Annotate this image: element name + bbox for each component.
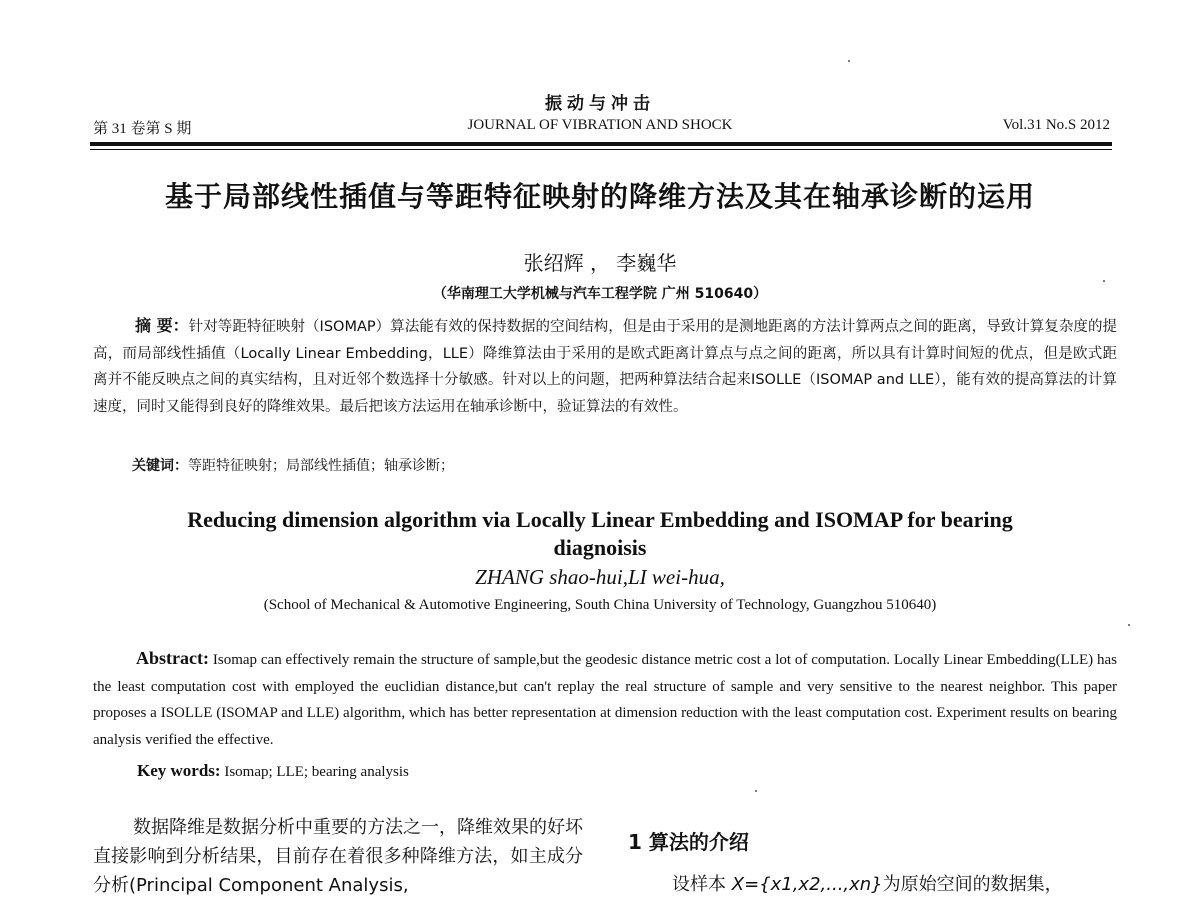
keywords-cn-text: 等距特征映射；局部线性插值；轴承诊断； (188, 458, 454, 474)
scan-speck (755, 790, 757, 792)
volume-issue-cn: 第 31 卷第 S 期 (93, 121, 192, 137)
header-rule-thin (90, 149, 1112, 150)
section-1-suffix: 为原始空间的数据集， (882, 874, 1063, 895)
paper-title-en: Reducing dimension algorithm via Locally Linear Embedding and ISOMAP for bearing diagnoisis (187, 507, 1013, 560)
volume-issue-en: Vol.31 No.S 2012 (1002, 117, 1110, 133)
affiliation-en: (School of Mechanical & Automotive Engineering, South China University of Technology, Guangzhou 510640) (263, 597, 937, 613)
abstract-cn (93, 313, 1117, 420)
body-intro-paragraph (93, 813, 583, 900)
keywords-en (137, 761, 409, 781)
keywords-cn (132, 455, 454, 475)
affiliation-cn: （华南理工大学机械与汽车工程学院 广州 510640） (432, 286, 768, 302)
abstract-en-label: Abstract: (136, 648, 209, 668)
journal-name-en: JOURNAL OF VIBRATION AND SHOCK (467, 117, 733, 133)
abstract-en (93, 645, 1117, 753)
section-1-prefix: 设样本 (672, 874, 726, 895)
header-rule-thick (90, 142, 1112, 146)
scan-speck (1103, 280, 1105, 282)
section-1-title: 算法的介绍 (648, 830, 749, 854)
keywords-en-text: Isomap; LLE; bearing analysis (224, 764, 409, 780)
section-1-number: 1 (628, 830, 642, 854)
scan-speck (848, 60, 850, 62)
abstract-cn-label: 摘 要： (135, 316, 189, 335)
section-1-formula: X={x1,x2,...,xn} (731, 874, 883, 895)
keywords-cn-label: 关键词： (132, 458, 188, 474)
abstract-en-text: Isomap can effectively remain the structure of sample,but the geodesic distance metric cost a lot of computation. Locally Linear Embedding(LLE) has the least computation cost with employed the euclidian distance,but can't replay the real structure of sample and very sensitive to the nearest neighbor. This paper proposes a ISOLLE (ISOMAP and LLE) algorithm, which has better representation at dimension reduction with the least computation cost. Experiment results on bearing analysis verified the effective. (93, 652, 1118, 748)
section-1-heading (628, 826, 749, 855)
authors-cn: 张绍辉 ， 李巍华 (523, 251, 677, 275)
scan-speck (1128, 624, 1130, 626)
authors-en: ZHANG shao-hui,LI wei-hua, (475, 565, 725, 589)
section-1-first-line (672, 870, 1063, 896)
body-intro-text: 数据降维是数据分析中重要的方法之一，降维效果的好坏直接影响到分析结果，目前存在着很多种降维方法，如主成分分析(Principal Component Analysis, (93, 817, 583, 896)
keywords-en-label: Key words: (137, 761, 221, 780)
journal-name-cn: 振动与冲击 (545, 94, 655, 114)
abstract-cn-text: 针对等距特征映射（ISOMAP）算法能有效的保持数据的空间结构，但是由于采用的是测地距离的方法计算两点之间的距离，导致计算复杂度的提高，而局部线性插值（Locally Linear Embedding，LLE）降维算法由于采用的是欧式距离计算点与点之间的距离，所以具有计算时间短的优点，但是欧式距离并不能反映点之间的真实结构，且对近邻个数选择十分敏感。针对以上的问题，把两种算法结合起来ISOLLE（ISOMAP and LLE），能有效的提高算法的计算速度，同时又能得到良好的降维效果。最后把该方法运用在轴承诊断中，验证算法的有效性。 (93, 319, 1117, 415)
paper-title-cn: 基于局部线性插值与等距特征映射的降维方法及其在轴承诊断的运用 (164, 180, 1035, 213)
